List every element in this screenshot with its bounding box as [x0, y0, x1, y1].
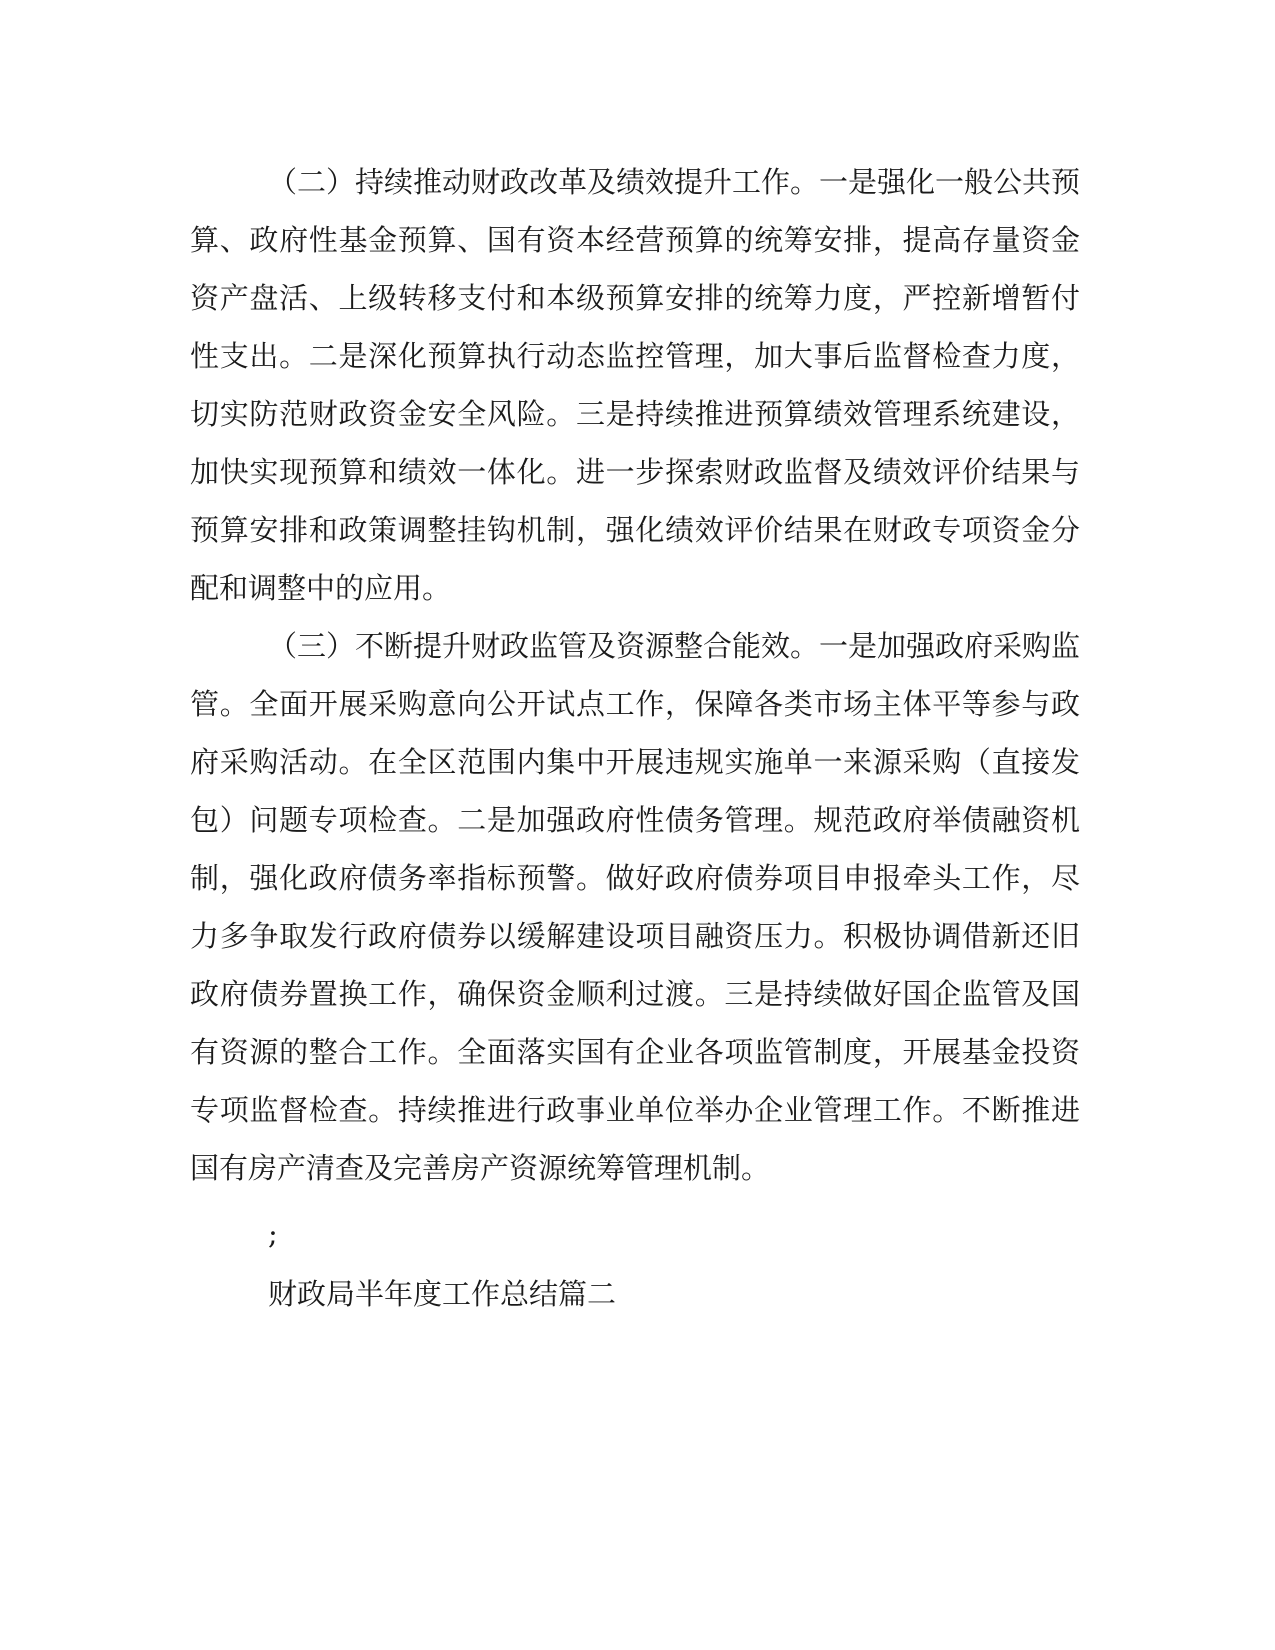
paragraph-line: 配和调整中的应用。 [190, 571, 452, 605]
paragraph-line: 政府债券置换工作，确保资金顺利过渡。三是持续做好国企监管及国 [190, 977, 1080, 1011]
paragraph-line: （三）不断提升财政监管及资源整合能效。一是加强政府采购监 [268, 629, 1081, 663]
paragraph-line: 制，强化政府债务率指标预警。做好政府债券项目申报牵头工作，尽 [190, 861, 1080, 895]
paragraph-line: 管。全面开展采购意向公开试点工作，保障各类市场主体平等参与政 [190, 687, 1080, 721]
paragraph-line: 性支出。二是深化预算执行动态监控管理，加大事后监督检查力度， [190, 339, 1080, 373]
paragraph-line: 资产盘活、上级转移支付和本级预算安排的统筹力度，严控新增暂付 [190, 281, 1080, 315]
separator-mark: ; [268, 1217, 278, 1251]
paragraph-line: 国有房产清查及完善房产资源统筹管理机制。 [190, 1151, 771, 1185]
paragraph-line: 包）问题专项检查。二是加强政府性债务管理。规范政府举债融资机 [190, 803, 1080, 837]
paragraph-line: 府采购活动。在全区范围内集中开展违规实施单一来源采购（直接发 [190, 745, 1080, 779]
paragraph-line: 力多争取发行政府债券以缓解建设项目融资压力。积极协调借新还旧 [190, 919, 1080, 953]
paragraph-line: （二）持续推动财政改革及绩效提升工作。一是强化一般公共预 [268, 165, 1081, 199]
paragraph-line: 有资源的整合工作。全面落实国有企业各项监管制度，开展基金投资 [190, 1035, 1080, 1069]
next-section-heading: 财政局半年度工作总结篇二 [268, 1277, 617, 1311]
paragraph-line: 加快实现预算和绩效一体化。进一步探索财政监督及绩效评价结果与 [190, 455, 1080, 489]
paragraph-line: 算、政府性基金预算、国有资本经营预算的统筹安排，提高存量资金 [190, 223, 1080, 257]
paragraph-line: 切实防范财政资金安全风险。三是持续推进预算绩效管理系统建设， [190, 397, 1080, 431]
paragraph-line: 专项监督检查。持续推进行政事业单位举办企业管理工作。不断推进 [190, 1093, 1080, 1127]
paragraph-line: 预算安排和政策调整挂钩机制，强化绩效评价结果在财政专项资金分 [190, 513, 1080, 547]
